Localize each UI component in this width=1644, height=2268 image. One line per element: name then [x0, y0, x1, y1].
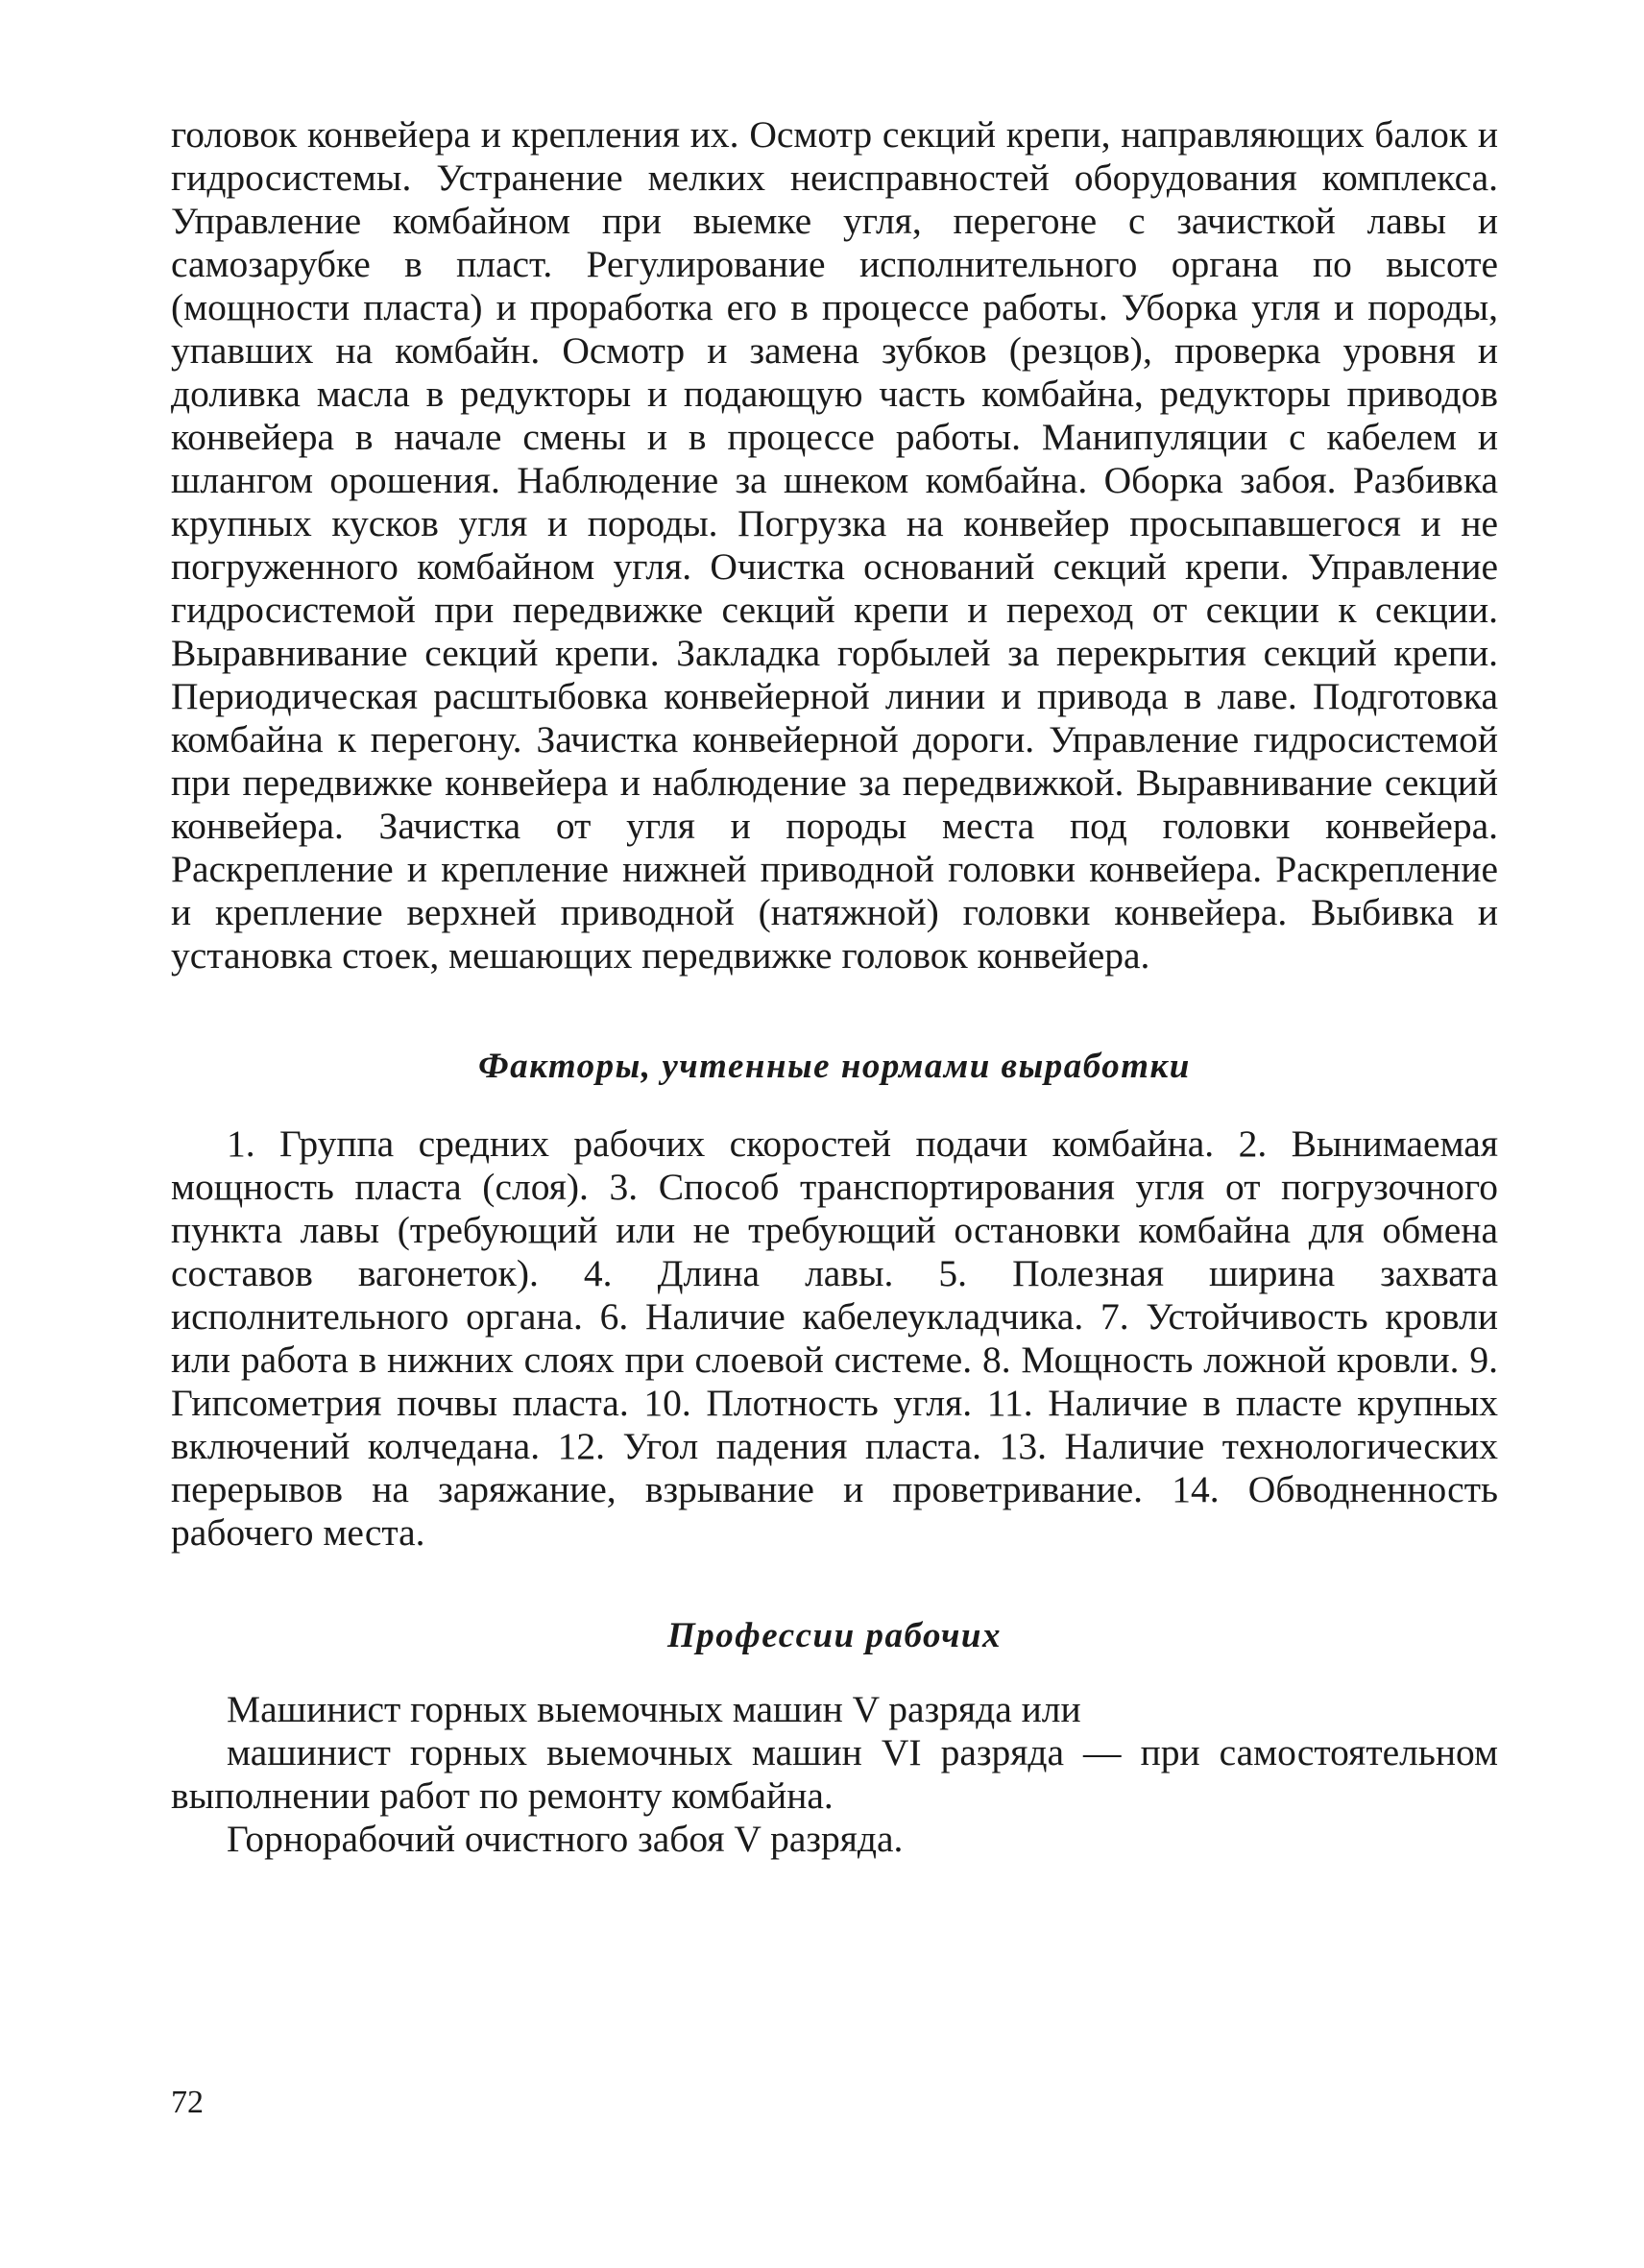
profession-line-2: машинист горных выемочных машин VI разряда — при самостоятельном выполнении работ по ремонту комбайна. — [171, 1731, 1498, 1817]
factors-heading: Факторы, учтенные нормами выработки — [478, 1047, 1191, 1086]
document-page — [171, 113, 1498, 1861]
profession-line-3: Горнорабочий очистного забоя V разряда. — [227, 1818, 904, 1860]
profession-line-1: Машинист горных выемочных машин V разряда или — [227, 1688, 1081, 1730]
professions-heading: Профессии рабочих — [667, 1616, 1002, 1655]
factors-paragraph: 1. Группа средних рабочих скоростей подачи комбайна. 2. Вынимаемая мощность пласта (слоя). 3. Способ транспортирования угля от погрузочного пункта лавы (требующий или не требующий остановки комбайна для обмена составов вагонеток). 4. Длина лавы. 5. Полезная ширина захвата исполнительного органа. 6. Наличие кабелеукладчика. 7. Устойчивость кровли или работа в нижних слоях при слоевой системе. 8. Мощность ложной кровли. 9. Гипсометрия почвы пласта. 10. Плотность угля. 11. Наличие в пласте крупных включений колчедана. 12. Угол падения пласта. 13. Наличие технологических перерывов на заряжание, взрывание и проветривание. 14. Обводненность рабочего места. — [171, 1122, 1498, 1554]
body-paragraph: головок конвейера и крепления их. Осмотр секций крепи, направляющих балок и гидросистемы. Устранение мелких неисправностей оборудования комплекса. Управление комбайном при выемке угля, перегоне с зачисткой лавы и самозарубке в пласт. Регулирование исполнительного органа по высоте (мощности пласта) и проработка его в процессе работы. Уборка угля и породы, упавших на комбайн. Осмотр и замена зубков (резцов), проверка уровня и доливка масла в редукторы и подающую часть комбайна, редукторы приводов конвейера в начале смены и в процессе работы. Манипуляции с кабелем и шлангом орошения. Наблюдение за шнеком комбайна. Оборка забоя. Разбивка крупных кусков угля и породы. Погрузка на конвейер просыпавшегося и не погруженного комбайном угля. Очистка оснований секций крепи. Управление гидросистемой при передвижке секций крепи и переход от секции к секции. Выравнивание секций крепи. Закладка горбылей за перекрытия секций крепи. Периодическая расштыбовка конвейерной линии и привода в лаве. Подготовка комбайна к перегону. Зачистка конвейерной дороги. Управление гидросистемой при передвижке конвейера и наблюдение за передвижкой. Выравнивание секций конвейера. Зачистка от угля и породы места под головки конвейера. Раскрепление и крепление нижней приводной головки конвейера. Раскрепление и крепление верхней приводной (натяжной) головки конвейера. Выбивка и установка стоек, мешающих передвижке головок конвейера. — [171, 113, 1498, 977]
page-number: 72 — [171, 2085, 204, 2120]
